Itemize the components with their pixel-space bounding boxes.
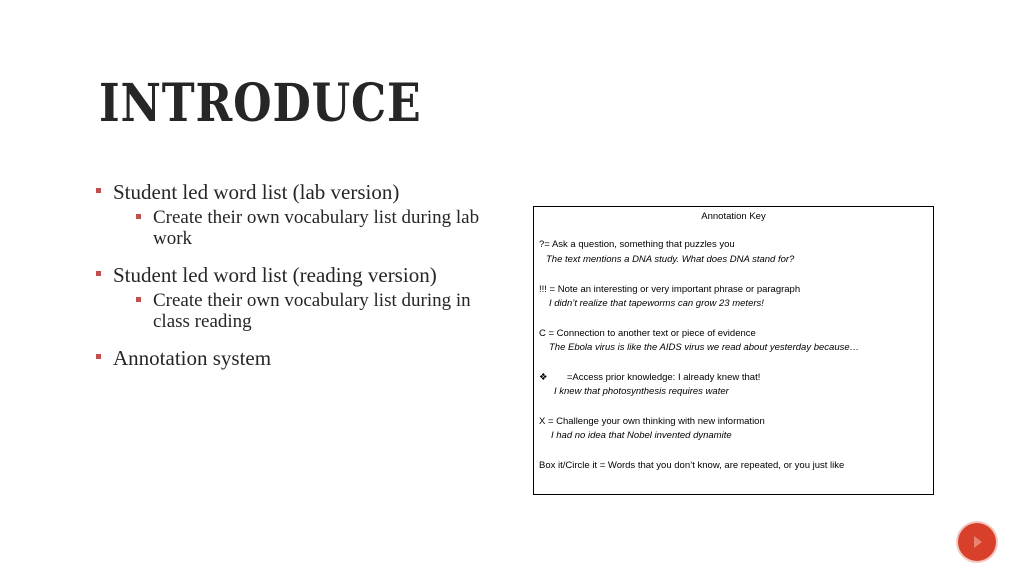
next-slide-button[interactable] xyxy=(958,523,996,561)
annotation-key-title: Annotation Key xyxy=(701,211,766,222)
bullet-item xyxy=(96,263,496,332)
question-rule: ?= Ask a question, something that puzzles you xyxy=(539,239,735,250)
challenge-example: I had no idea that Nobel invented dynamite xyxy=(551,430,732,441)
diamond-icon: ❖ xyxy=(539,372,548,383)
box-rule-line xyxy=(539,460,844,471)
access-example: I knew that photosynthesis requires water xyxy=(554,386,729,397)
next-arrow-icon xyxy=(974,536,982,548)
note-rule: !!! = Note an interesting or very important phrase or paragraph xyxy=(539,284,801,295)
access-rule-line xyxy=(539,372,760,383)
bullet-item xyxy=(96,180,496,249)
bullet-marker xyxy=(96,354,101,359)
sub-bullet-text: Create their own vocabulary list during in class reading xyxy=(153,290,471,332)
sub-bullet-item xyxy=(130,207,496,249)
challenge-rule: X = Challenge your own thinking with new information xyxy=(539,416,765,427)
bullet-text: Annotation system xyxy=(113,346,272,370)
bullet-text: Student led word list (reading version) xyxy=(113,263,437,287)
bullet-marker xyxy=(96,271,101,276)
sub-bullet-text: Create their own vocabulary list during lab work xyxy=(153,207,480,249)
box-rule-prefix: Box it/Circle it xyxy=(539,460,598,471)
bullet-item xyxy=(96,346,496,370)
bullet-text: Student led word list (lab version) xyxy=(113,180,400,204)
note-example: I didn’t realize that tapeworms can grow 23 meters! xyxy=(549,298,764,309)
sub-bullet-marker xyxy=(136,297,141,302)
connection-example: The Ebola virus is like the AIDS virus we read about yesterday because… xyxy=(549,342,860,353)
bullet-marker xyxy=(96,188,101,193)
box-rule: = Words that you don’t know, are repeated, or you just like xyxy=(597,460,845,471)
annotation-key-box xyxy=(533,206,934,495)
slide-title: INTRODUCE xyxy=(99,73,422,134)
bullet-list xyxy=(96,180,496,384)
question-example: The text mentions a DNA study. What does DNA stand for? xyxy=(546,254,795,265)
access-rule: =Access prior knowledge: I already knew that! xyxy=(566,372,761,383)
left-margin xyxy=(0,0,18,576)
sub-bullet-item xyxy=(130,290,496,332)
sub-bullet-marker xyxy=(136,214,141,219)
connection-rule: C = Connection to another text or piece of evidence xyxy=(539,328,756,339)
